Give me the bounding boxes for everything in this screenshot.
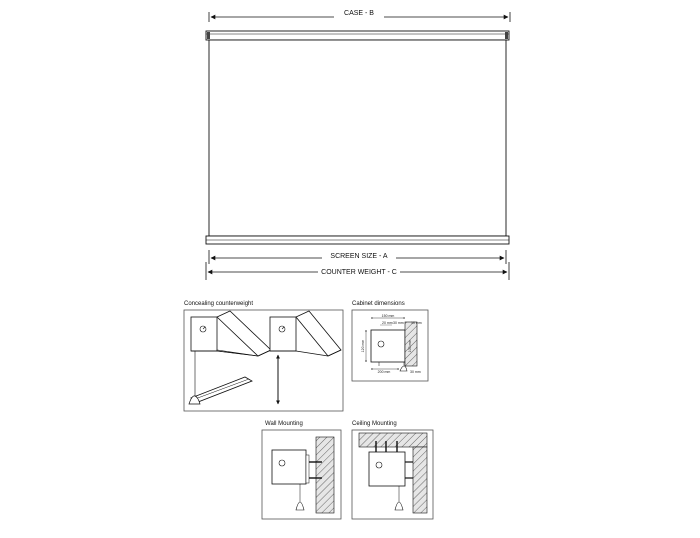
cab-dim-top: 150 mm (381, 314, 395, 318)
screen-surface (209, 40, 506, 236)
main-screen-drawing (206, 7, 510, 280)
ceiling-panel (352, 421, 433, 519)
screen-size-label: SCREEN SIZE - A (330, 253, 388, 260)
screen-size-dimension (209, 250, 506, 264)
case-housing (206, 31, 509, 40)
wall-hatch (316, 437, 334, 513)
counterweight-label: COUNTER WEIGHT - C (321, 269, 397, 276)
cab-dim-height: 120 mm (361, 339, 365, 353)
case-dimension (209, 7, 510, 22)
cab-dim-inner-a: 20 mm (382, 321, 393, 325)
cab-dim-bottom: 200 mm (377, 370, 391, 374)
ceiling-hatch-top (359, 433, 427, 447)
cab-dim-side: 100 mm (408, 339, 412, 353)
ceiling-hatch-side (413, 447, 427, 513)
case-label: CASE - B (344, 10, 374, 17)
cab-dim-bottom-right: 30 mm (410, 370, 421, 374)
cab-dim-inner-c: 10 mm (411, 321, 422, 325)
concealing-panel (184, 301, 343, 411)
wall-panel (262, 421, 341, 519)
cabinet-panel (352, 301, 428, 381)
cab-dim-inner-b: 30 mm (393, 321, 404, 325)
wall-title: Wall Mounting (265, 421, 303, 427)
concealing-title: Concealing counterweight (184, 301, 254, 307)
cabinet-title: Cabinet dimensions (352, 301, 405, 307)
ceiling-title: Ceiling Mounting (352, 421, 397, 427)
counterweight-dimension (206, 262, 509, 280)
